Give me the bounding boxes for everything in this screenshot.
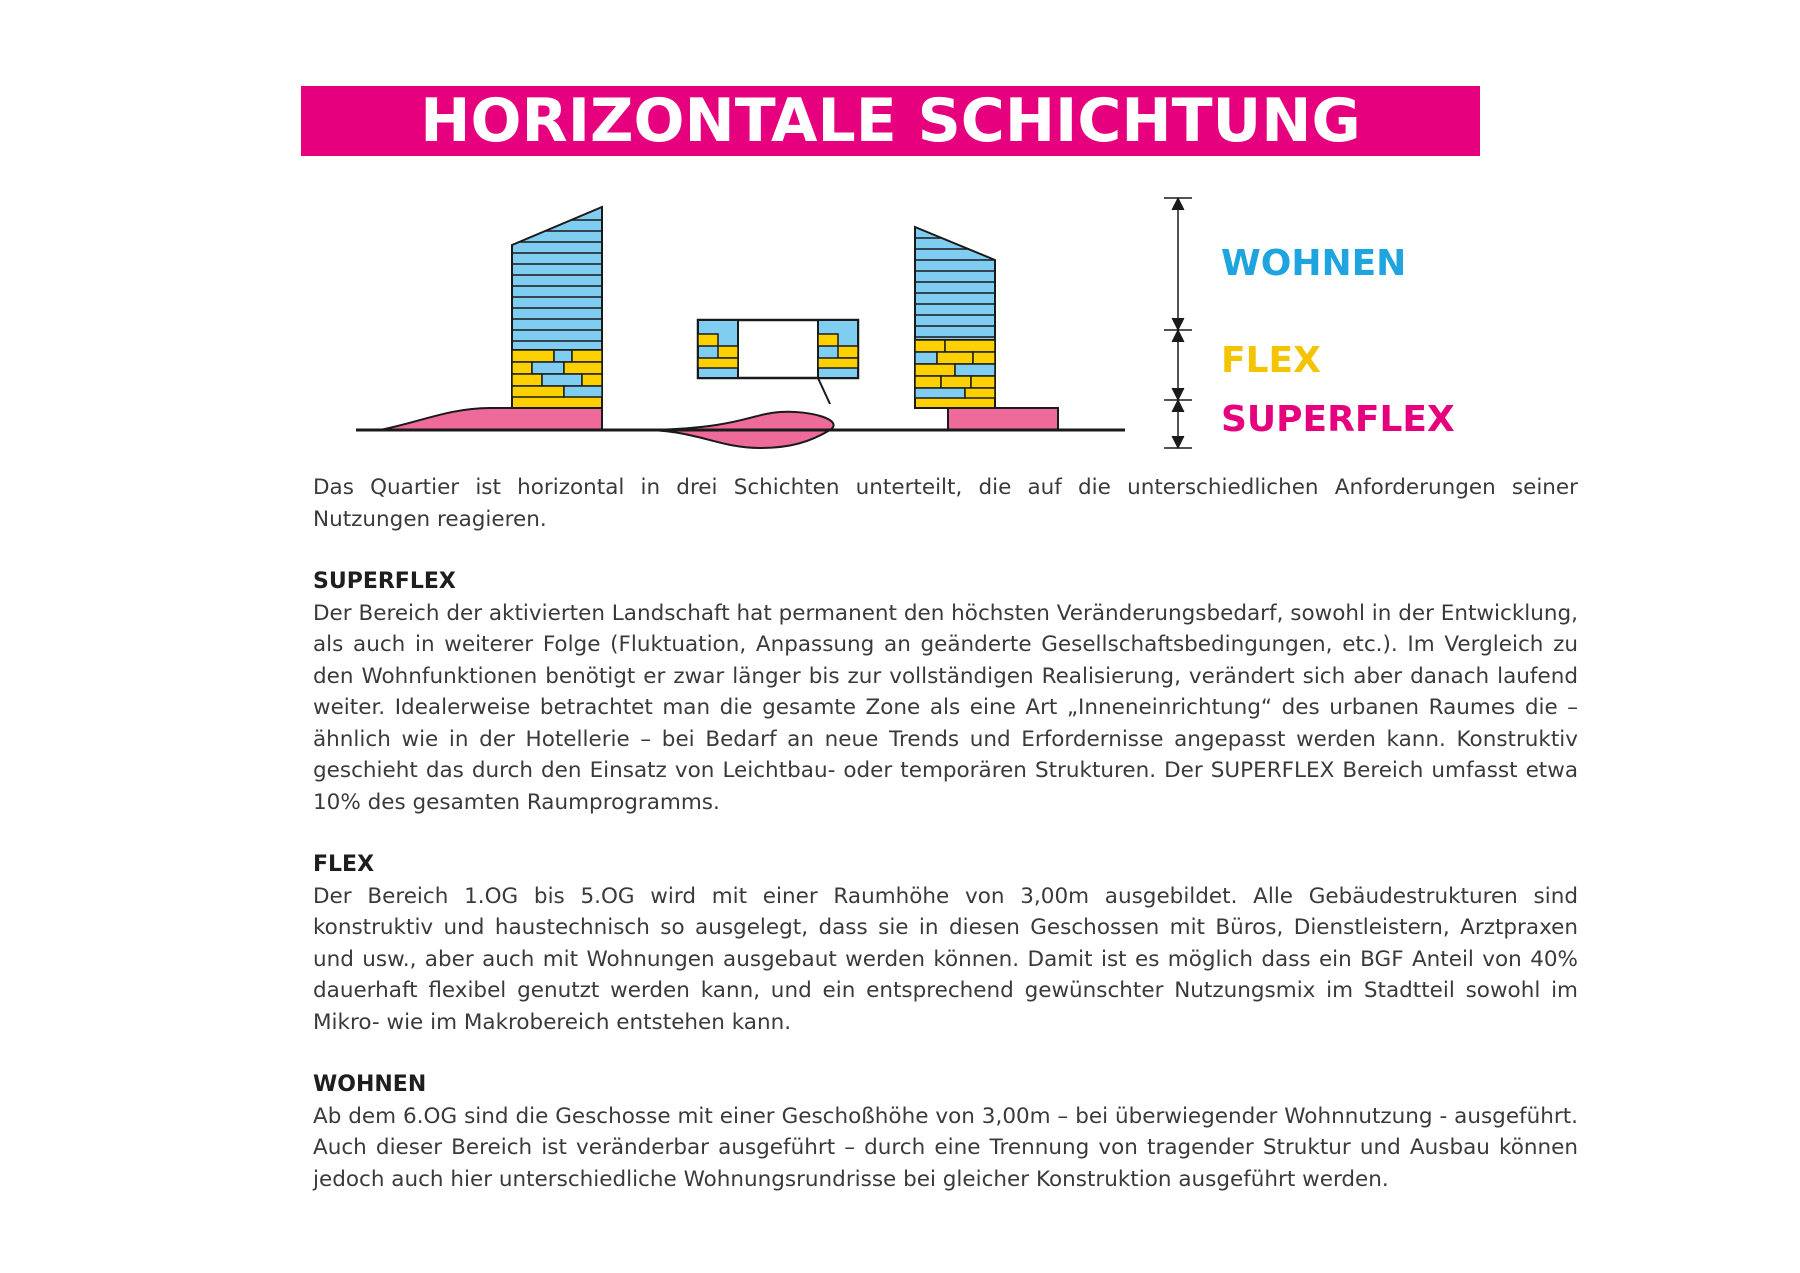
left-tower-flex-unit [512,362,532,374]
dimension-arrow [1172,388,1184,400]
right-tower-flex-unit [915,376,941,388]
right-tower-flex-unit [955,364,995,376]
left-tower-flex-unit [582,374,602,386]
page-title: HORIZONTALE SCHICHTUNG [301,86,1480,156]
right-tower-flex-unit [941,376,971,388]
label-flex: FLEX [1221,340,1321,381]
bridge-support [818,378,830,404]
text-content [313,472,1578,1226]
left-tower-flex-unit [512,374,542,386]
label-superflex: SUPERFLEX [1221,399,1455,440]
left-tower-flex-unit [564,362,602,374]
heading-superflex: SUPERFLEX [313,569,456,594]
paragraph-superflex: Der Bereich der aktivierten Landschaft hat permanent den höchsten Veränderungsbedarf, sowohl in der Entwicklung, als auch in weiterer Folge (Fluktuation, Anpassung an geänderte Gesellschaftsbedingungen, etc.). Im Vergleich zu den Wohnfunktionen benötigt er zwar länger bis zur vollständigen Realisierung, verändert sich aber danach laufend weiter. Idealerweise betrachtet man die gesamte Zone als eine Art „Inneneinrichtung“ des urbanen Raumes die – ähnlich wie in der Hotellerie – bei Bedarf an neue Trends und Erfordernisse angepasst werden kann. Konstruktiv geschieht das durch den Einsatz von Leichtbau- oder temporären Strukturen. Der SUPERFLEX Bereich umfasst etwa 10% des gesamten Raumprogramms. [313,600,1578,815]
dimension-arrow [1172,436,1184,448]
right-tower-wohnen [915,227,995,340]
section-superflex [313,566,1578,818]
bridge-flex-unit [718,346,738,358]
left-tower-flex-unit [554,350,572,362]
right-tower-flex-unit [973,352,995,364]
bridge-flex-unit [698,358,738,368]
dimension-arrow [1172,330,1184,342]
intro-paragraph: Das Quartier ist horizontal in drei Schichten unterteilt, die auf die unterschiedlichen Anforderungen seiner Nutzungen reagieren. [313,475,1578,532]
right-tower-flex-unit [945,340,995,352]
left-tower-flex-unit [512,350,554,362]
right-tower-flex-unit [915,388,965,398]
bridge-flex-unit [818,358,858,368]
right-tower-flex-unit [971,376,995,388]
bridge-flex-unit [838,346,858,358]
right-tower-flex-unit [965,388,995,398]
superflex-mound-left [380,408,602,430]
bridge-flex-unit [698,334,718,346]
paragraph-flex: Der Bereich 1.OG bis 5.OG wird mit einer Raumhöhe von 3,00m ausgebildet. Alle Gebäudestrukturen sind konstruktiv und haustechnisch so ausgelegt, dass sie in diesen Geschossen mit Büros, Dienstleistern, Arztpraxen und usw., aber auch mit Wohnungen ausgebaut werden können. Damit ist es möglich dass ein BGF Anteil von 40% dauerhaft flexibel genutzt werden kann, und ein entsprechend gewünschter Nutzungsmix im Stadtteil sowohl im Mikro- wie im Makrobereich entstehen kann. [313,883,1578,1035]
right-tower-flex-unit [915,364,955,376]
dimension-arrow [1172,318,1184,330]
heading-wohnen: WOHNEN [313,1072,427,1097]
left-tower-flex-unit [532,362,564,374]
superflex-base-right [948,408,1058,430]
dimension-arrow [1172,198,1184,210]
right-tower-flex-unit [915,340,945,352]
section-flex [313,849,1578,1038]
bridge-flex-unit [818,334,838,346]
heading-flex: FLEX [313,852,375,877]
left-tower-flex-unit [512,386,564,397]
right-tower-flex-unit [915,352,937,364]
label-wohnen: WOHNEN [1221,243,1407,284]
left-tower-wohnen [512,207,602,350]
left-tower-flex-unit [572,350,602,362]
left-tower-flex-unit [542,374,582,386]
right-tower-flex-unit [937,352,973,364]
paragraph-wohnen: Ab dem 6.OG sind die Geschosse mit einer Geschoßhöhe von 3,00m – bei überwiegender Wohnnutzung - ausgeführt. Auch dieser Bereich ist veränderbar ausgeführt – durch eine Trennung von tragender Struktur und Ausbau können jedoch auch hier unterschiedliche Wohnungsrundrisse bei gleicher Konstruktion ausgeführt werden. [313,1103,1578,1192]
section-wohnen [313,1069,1578,1195]
dimension-arrow [1172,400,1184,412]
left-tower-flex-unit [564,386,602,397]
